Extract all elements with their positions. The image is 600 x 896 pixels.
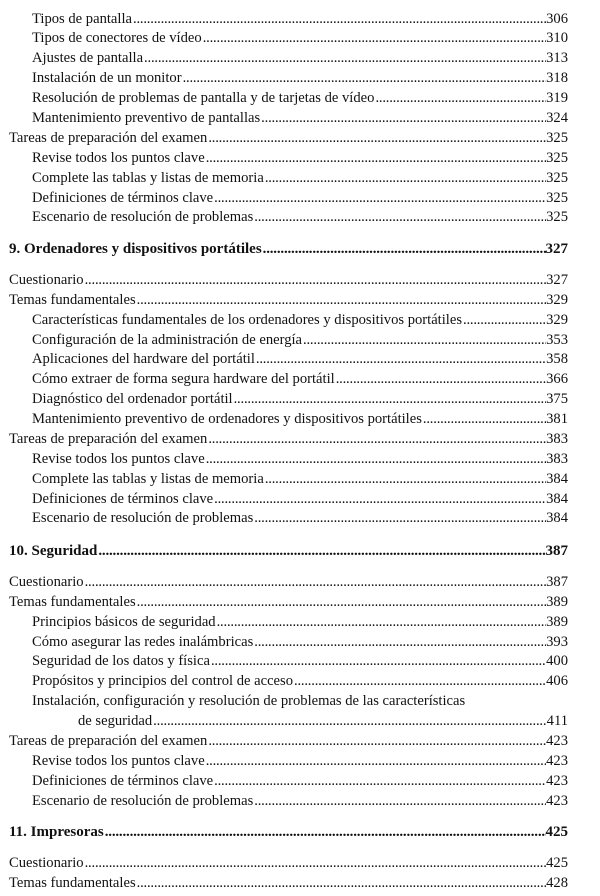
toc-entry-page: 423: [546, 732, 568, 749]
toc-leader-dots: [132, 11, 546, 27]
toc-entry-title: Definiciones de términos clave: [32, 772, 214, 789]
toc-entry-page: 325: [546, 209, 568, 226]
toc-entry: [0, 428, 600, 450]
toc-entry: [0, 770, 600, 792]
toc-leader-dots: [264, 471, 546, 487]
toc-leader-dots: [143, 50, 546, 66]
toc-entry-page: 381: [546, 411, 568, 428]
toc-leader-dots: [84, 574, 547, 590]
toc-entry-title: Propósitos y principios del control de acceso: [32, 673, 294, 690]
toc-entry: [0, 571, 600, 593]
toc-entry: [0, 448, 600, 470]
toc-entry-title: Características fundamentales de los ordenadores y dispositivos portátiles: [32, 311, 462, 328]
toc-chapter-heading: [0, 540, 600, 562]
toc-entry-title: Complete las tablas y listas de memoria: [32, 470, 264, 487]
toc-entry-page: 428: [546, 875, 568, 891]
toc-leader-dots: [202, 30, 546, 46]
toc-leader-dots: [374, 90, 546, 106]
toc-entry-page: 375: [546, 391, 568, 408]
toc-chapter-heading: [0, 821, 600, 843]
toc-entry-page: 358: [546, 351, 568, 368]
toc-entry-page: 325: [546, 149, 568, 166]
toc-entry-title: Resolución de problemas de pantalla y de tarjetas de vídeo: [32, 90, 375, 107]
toc-entry: [0, 87, 600, 109]
toc-entry-title: Tipos de conectores de vídeo: [32, 30, 202, 47]
toc-chapter-page: 327: [545, 240, 568, 257]
toc-leader-dots: [213, 491, 546, 507]
toc-entry: [0, 167, 600, 189]
toc-leader-dots: [136, 594, 546, 610]
toc-chapter-title: 11. Impresoras: [9, 823, 104, 840]
toc-leader-dots: [255, 351, 546, 367]
toc-entry: [0, 750, 600, 772]
toc-entry-page: 329: [546, 291, 568, 308]
toc-entry-page: 325: [546, 129, 568, 146]
toc-leader-dots: [207, 130, 546, 146]
toc-entry-page: 423: [546, 792, 568, 809]
toc-entry-page: 383: [546, 450, 568, 467]
toc-entry-title: Cuestionario: [9, 855, 84, 872]
toc-chapter-page: 425: [545, 823, 568, 840]
toc-entry-title: Tareas de preparación del examen: [9, 129, 208, 146]
toc-entry-page: 406: [546, 673, 568, 690]
toc-entry: [0, 852, 600, 874]
toc-entry-title: Escenario de resolución de problemas: [32, 792, 254, 809]
toc-entry-page: 329: [546, 311, 568, 328]
toc-entry-page: 306: [546, 10, 568, 27]
toc-leader-dots: [264, 170, 546, 186]
toc-entry: [0, 468, 600, 490]
toc-entry-page: 384: [546, 490, 568, 507]
toc-leader-dots: [213, 190, 546, 206]
toc-leader-dots: [205, 150, 546, 166]
toc-leader-dots: [84, 272, 547, 288]
toc-entry: [0, 127, 600, 149]
toc-entry-title: Mantenimiento preventivo de pantallas: [32, 109, 261, 126]
toc-entry-title: Cuestionario: [9, 271, 84, 288]
toc-leader-dots: [213, 773, 546, 789]
toc-entry-title: Mantenimiento preventivo de ordenadores y dispositivos portátiles: [32, 411, 422, 428]
toc-chapter-heading: [0, 238, 600, 260]
toc-entry-title: Seguridad de los datos y física: [32, 653, 210, 670]
toc-entry-title: Temas fundamentales: [9, 593, 136, 610]
toc-entry: [0, 611, 600, 633]
toc-entry-continuation: [0, 710, 600, 732]
toc-leader-dots: [216, 614, 547, 630]
toc-leader-dots: [136, 292, 546, 308]
toc-entry: [0, 591, 600, 613]
toc-leader-dots: [207, 431, 546, 447]
toc-entry: [0, 368, 600, 390]
toc-entry: [0, 507, 600, 529]
toc-entry-page: 313: [546, 50, 568, 67]
toc-leader-dots: [207, 733, 546, 749]
toc-leader-dots: [205, 753, 546, 769]
toc-entry-page: 393: [546, 633, 568, 650]
toc-entry: [0, 67, 600, 89]
toc-entry-page: 423: [546, 772, 568, 789]
toc-entry-page: 324: [546, 109, 568, 126]
toc-entry: [0, 309, 600, 331]
toc-entry-title: Revise todos los puntos clave: [32, 149, 205, 166]
toc-entry-page: 389: [546, 593, 568, 610]
toc-entry-page: 366: [546, 371, 568, 388]
toc-entry-page: 319: [546, 90, 568, 107]
toc-leader-dots: [462, 312, 546, 328]
toc-entry-page: 325: [546, 169, 568, 186]
toc-chapter-title: 9. Ordenadores y dispositivos portátiles: [9, 240, 262, 257]
toc-leader-dots: [84, 855, 547, 871]
toc-leader-dots: [182, 70, 547, 86]
toc-leader-dots: [97, 543, 545, 559]
toc-entry-title: Principios básicos de seguridad: [32, 613, 216, 630]
toc-entry: [0, 27, 600, 49]
toc-leader-dots: [422, 411, 546, 427]
toc-entry: [0, 730, 600, 752]
toc-entry-title: Revise todos los puntos clave: [32, 752, 205, 769]
toc-entry-title: Cómo asegurar las redes inalámbricas: [32, 633, 254, 650]
toc-entry-title: Complete las tablas y listas de memoria: [32, 169, 264, 186]
toc-entry-title: Definiciones de términos clave: [32, 189, 214, 206]
toc-entry-title: Escenario de resolución de problemas: [32, 209, 254, 226]
toc-entry-page: 384: [546, 510, 568, 527]
toc-entry-title: Temas fundamentales: [9, 875, 136, 891]
toc-entry: [0, 289, 600, 311]
toc-entry-title: Cómo extraer de forma segura hardware del portátil: [32, 371, 335, 388]
toc-leader-dots: [253, 793, 546, 809]
toc-chapter-title: 10. Seguridad: [9, 542, 98, 559]
toc-leader-dots: [152, 713, 546, 729]
toc-entry: [0, 47, 600, 69]
toc-entry-title: Tipos de pantalla: [32, 10, 132, 27]
toc-entry-title: Escenario de resolución de problemas: [32, 510, 254, 527]
toc-entry-page: 310: [546, 30, 568, 47]
toc-entry-title: Diagnóstico del ordenador portátil: [32, 391, 233, 408]
toc-leader-dots: [104, 824, 546, 840]
toc-leader-dots: [335, 371, 546, 387]
toc-entry-title: Temas fundamentales: [9, 291, 136, 308]
toc-entry-page: 318: [546, 70, 568, 87]
toc-entry-title: Tareas de preparación del examen: [9, 732, 208, 749]
toc-entry: [0, 206, 600, 228]
toc-entry: [0, 348, 600, 370]
toc-leader-dots: [210, 653, 546, 669]
toc-entry: [0, 872, 600, 894]
toc-entry: [0, 269, 600, 291]
toc-entry-page: 384: [546, 470, 568, 487]
toc-entry-title: Configuración de la administración de energía: [32, 331, 303, 348]
toc-entry-title: Instalación de un monitor: [32, 70, 182, 87]
toc-entry-page: 327: [546, 271, 568, 288]
toc-entry-page: 389: [546, 613, 568, 630]
toc-entry-page: 325: [546, 189, 568, 206]
toc-entry: [0, 408, 600, 430]
toc-entry-title-continuation: de seguridad: [78, 713, 153, 730]
toc-leader-dots: [302, 332, 546, 348]
toc-leader-dots: [253, 510, 546, 526]
toc-entry-page: 387: [546, 573, 568, 590]
toc-entry: [0, 631, 600, 653]
toc-entry-page: 353: [546, 331, 568, 348]
toc-entry-title: Tareas de preparación del examen: [9, 430, 208, 447]
toc-entry: [0, 790, 600, 812]
toc-entry-title: Cuestionario: [9, 573, 84, 590]
toc-entry-page: 423: [546, 752, 568, 769]
toc-entry-page: 383: [546, 430, 568, 447]
toc-leader-dots: [205, 451, 546, 467]
toc-entry-title: Revise todos los puntos clave: [32, 450, 205, 467]
toc-entry: [0, 107, 600, 129]
toc-leader-dots: [260, 110, 546, 126]
toc-entry: [0, 147, 600, 169]
toc-entry-page: 400: [546, 653, 568, 670]
toc-leader-dots: [293, 673, 546, 689]
toc-entry-title: Definiciones de términos clave: [32, 490, 214, 507]
toc-entry: [0, 670, 600, 692]
toc-entry-title: Aplicaciones del hardware del portátil: [32, 351, 255, 368]
toc-entry: [0, 329, 600, 351]
toc-entry: [0, 187, 600, 209]
toc-leader-dots: [136, 875, 546, 891]
toc-entry: [0, 650, 600, 672]
toc-entry-page: 411: [546, 713, 568, 730]
toc-leader-dots: [233, 391, 547, 407]
toc-entry-title: Instalación, configuración y resolución de problemas de las características: [32, 693, 466, 710]
toc-entry: [0, 488, 600, 510]
toc-chapter-page: 387: [545, 542, 568, 559]
toc-entry-title: Ajustes de pantalla: [32, 50, 144, 67]
toc-entry-page: 425: [546, 855, 568, 872]
toc-entry: [0, 8, 600, 30]
toc-leader-dots: [262, 241, 546, 257]
toc-leader-dots: [253, 634, 546, 650]
toc-leader-dots: [253, 209, 546, 225]
toc-entry: [0, 388, 600, 410]
